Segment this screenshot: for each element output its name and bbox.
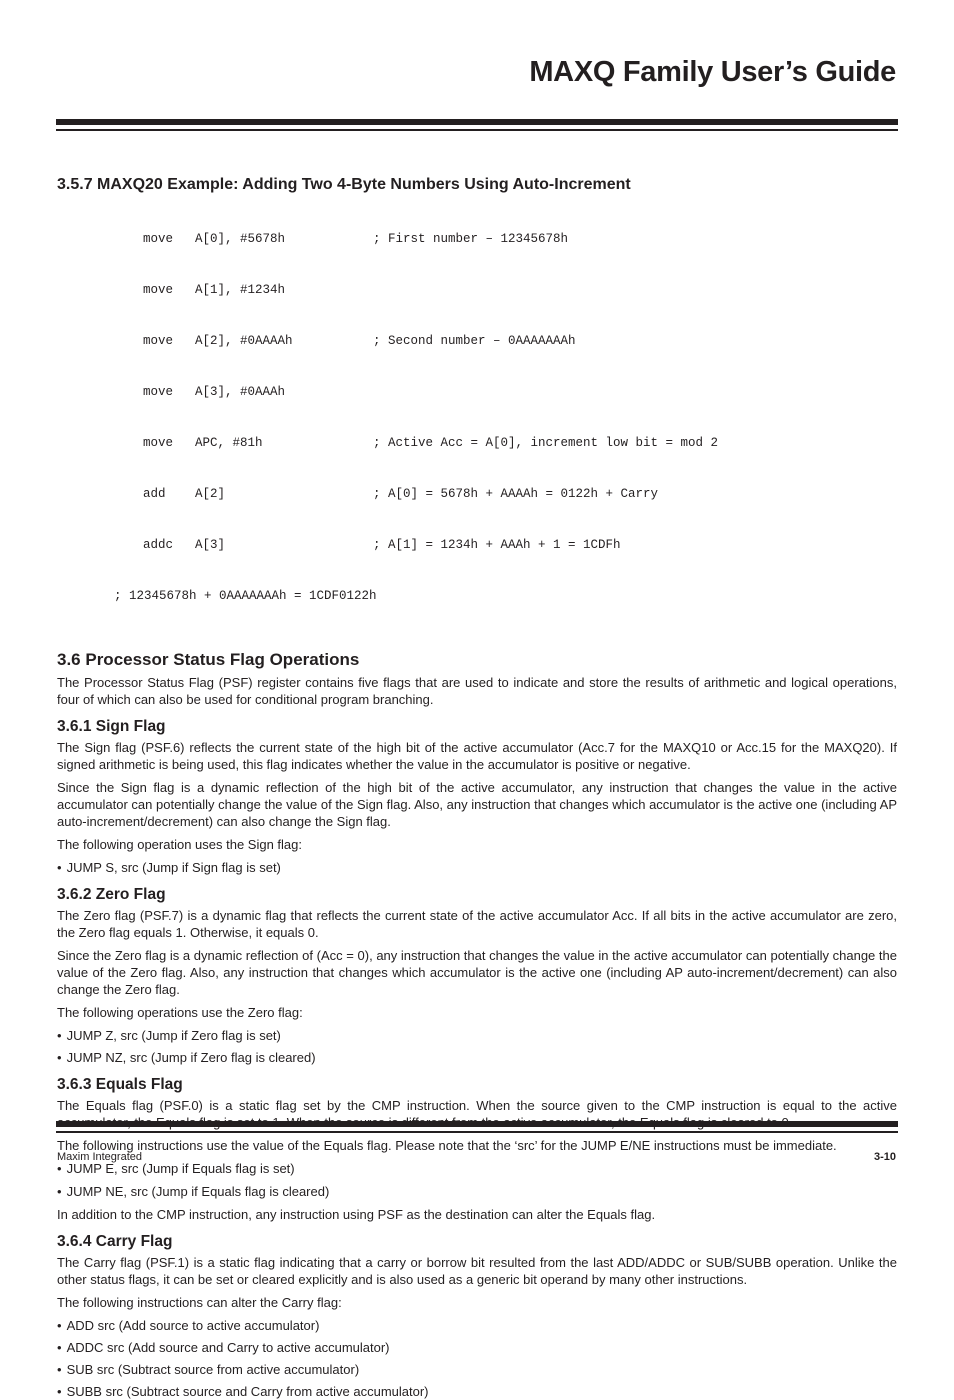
section-3-6-1-heading: 3.6.1 Sign Flag [57,718,166,735]
section-3-6-heading: 3.6 Processor Status Flag Operations [57,650,360,669]
code-mnemonic: addc [143,538,174,552]
bullet-list [57,1160,897,1200]
code-comment: ; Active Acc = A[0], increment low bit = mod 2 [373,436,719,450]
section-3-6-2-heading: 3.6.2 Zero Flag [57,886,166,903]
bullet-list [57,1317,897,1400]
code-result-comment: ; 12345678h + 0AAAAAAAh = 1CDF0122h [114,589,377,603]
code-operands: APC, #81h [195,436,263,450]
paragraph: The following instructions can alter the Carry flag: [57,1295,342,1310]
list-item: • ADD src (Add source to active accumulator) [57,1317,897,1334]
code-comment: ; A[1] = 1234h + AAAh + 1 = 1CDFh [373,538,621,552]
code-line [57,231,897,248]
list-item: • JUMP NZ, src (Jump if Zero flag is cleared) [57,1049,897,1066]
code-operands: A[3] [195,538,226,552]
list-item: • SUBB src (Subtract source and Carry from active accumulator) [57,1383,897,1400]
main-content [57,175,897,1400]
code-mnemonic: move [143,385,174,399]
section-3-5-7-heading: 3.5.7 MAXQ20 Example: Adding Two 4-Byte Numbers Using Auto-Increment [57,176,631,193]
bullet-list [57,859,897,876]
paragraph: Since the Sign flag is a dynamic reflection of the high bit of the active accumulator, any instruction that changes the value in the active accumulator can potentially change the value of the Sign flag. Also, any instruction that changes which accumulator is the active one (including AP auto-increment/decrement) can also change the Sign flag. [57,780,897,829]
code-line [57,537,897,554]
list-item: • JUMP E, src (Jump if Equals flag is set) [57,1160,897,1177]
code-comment: ; First number – 12345678h [373,232,569,246]
bullet-list [57,1027,897,1066]
paragraph: Since the Zero flag is a dynamic reflection of (Acc = 0), any instruction that changes the value in the active accumulator can potentially change the value of the Zero flag. Also, any instruction that changes which accumulator is the active one (including AP auto-increment/decrement) can also change the Zero flag. [57,948,897,997]
header-rule-thin [56,129,898,131]
list-item: • JUMP S, src (Jump if Sign flag is set) [57,859,897,876]
code-line [57,333,897,350]
list-item: • SUB src (Subtract source from active accumulator) [57,1361,897,1378]
code-operands: A[2], #0AAAAh [195,334,293,348]
footer-rule-thick [56,1121,898,1127]
paragraph: The following instructions use the value of the Equals flag. Please note that the ‘src’ for the JUMP E/NE instructions must be immediate. [57,1138,837,1153]
code-operands: A[1], #1234h [195,283,286,297]
list-item: • JUMP NE, src (Jump if Equals flag is cleared) [57,1183,897,1200]
paragraph: The Carry flag (PSF.1) is a static flag indicating that a carry or borrow bit resulted from the last ADD/ADDC or SUB/SUBB operation. Unlike the other status flags, it can be set or cleared explicitly and is also used as a generic bit operand by many other instructions. [57,1255,897,1287]
section-3-6-4-heading: 3.6.4 Carry Flag [57,1233,173,1250]
code-listing [57,197,897,639]
section-3-6-3-heading: 3.6.3 Equals Flag [57,1076,183,1093]
code-mnemonic: move [143,232,174,246]
code-operands: A[0], #5678h [195,232,286,246]
code-mnemonic: move [143,436,174,450]
code-operands: A[2] [195,487,226,501]
code-comment: ; Second number – 0AAAAAAAh [373,334,576,348]
code-line [57,435,897,452]
paragraph: The following operation uses the Sign flag: [57,837,302,852]
footer-page-number: 3-10 [873,1151,896,1163]
footer-rule-thin [56,1131,898,1133]
paragraph: The Processor Status Flag (PSF) register contains five flags that are used to indicate and store the results of arithmetic and logical operations, four of which can also be used for conditional program branching. [57,675,897,707]
code-mnemonic: move [143,283,174,297]
header-rule-thick [56,119,898,125]
code-comment: ; A[0] = 5678h + AAAAh = 0122h + Carry [373,487,659,501]
page-title: MAXQ Family User’s Guide [529,56,896,88]
footer-company: Maxim Integrated [57,1151,142,1163]
code-line [57,282,897,299]
code-mnemonic: add [143,487,166,501]
list-item: • JUMP Z, src (Jump if Zero flag is set) [57,1027,897,1044]
code-operands: A[3], #0AAAh [195,385,286,399]
paragraph: The Sign flag (PSF.6) reflects the current state of the high bit of the active accumulator (Acc.7 for the MAXQ10 or Acc.15 for the MAXQ20). If signed arithmetic is being used, this flag indicates whether the value in the accumulator is positive or negative. [57,740,897,772]
code-line [57,384,897,401]
paragraph: The following operations use the Zero flag: [57,1005,303,1020]
list-item: • ADDC src (Add source and Carry to active accumulator) [57,1339,897,1356]
paragraph: The Zero flag (PSF.7) is a dynamic flag that reflects the current state of the active accumulator Acc. If all bits in the active accumulator are zero, the Zero flag equals 1. Otherwise, it equals 0. [57,908,897,940]
code-mnemonic: move [143,334,174,348]
code-line [57,486,897,503]
paragraph: The Equals flag (PSF.0) is a static flag set by the CMP instruction. When the source given to the CMP instruction is equal to the active [57,1098,897,1113]
paragraph: In addition to the CMP instruction, any instruction using PSF as the destination can alter the Equals flag. [57,1207,656,1222]
